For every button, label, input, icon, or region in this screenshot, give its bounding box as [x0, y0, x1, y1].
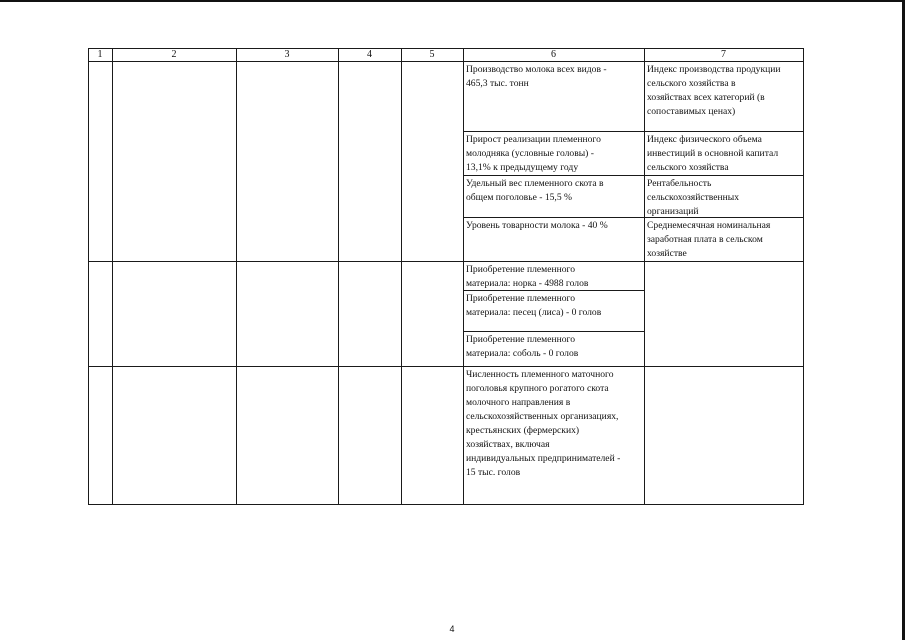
cell-indicator: Удельный вес племенного скота в общем поголовье - 15,5 % — [466, 178, 604, 203]
row-rule — [464, 217, 804, 218]
cell-indicator: Производство молока всех видов - 465,3 тыс. тонн — [466, 64, 607, 89]
row-rule — [464, 331, 645, 332]
col-rule — [401, 48, 402, 505]
cell-indicator: Прирост реализации племенного молодняка (условные головы) - 13,1% к предыдущему году — [466, 134, 601, 173]
col-rule — [338, 48, 339, 505]
cell-indicator: Приобретение племенного материала: соболь - 0 голов — [466, 334, 579, 359]
cell-indicator: Уровень товарности молока - 40 % — [466, 220, 608, 231]
cell-indicator: Приобретение племенного материала: песец (лиса) - 0 голов — [466, 293, 602, 318]
group-rule — [88, 261, 804, 262]
column-header-3: 3 — [284, 49, 290, 60]
header-bottom-rule — [88, 61, 804, 62]
col-rule — [88, 48, 89, 505]
column-header-7: 7 — [721, 49, 726, 60]
page-top-edge — [0, 0, 905, 2]
col-rule — [236, 48, 237, 505]
cell-index: Индекс физического объема инвестиций в основной капитал сельского хозяйства — [647, 134, 779, 173]
row-rule — [464, 131, 804, 132]
column-header-6: 6 — [551, 49, 556, 60]
cell-index: Рентабельность сельскохозяйственных организаций — [647, 178, 740, 217]
col-rule — [112, 48, 113, 505]
cell-index: Среднемесячная номинальная заработная плата в сельском хозяйстве — [647, 220, 771, 259]
group-rule — [88, 366, 804, 367]
cell-index: Индекс производства продукции сельского хозяйства в хозяйствах всех категорий (в сопоставимых ценах) — [647, 64, 781, 117]
column-header-2: 2 — [171, 49, 177, 60]
page-number: 4 — [449, 624, 455, 634]
column-header-1: 1 — [97, 49, 103, 60]
cell-indicator: Приобретение племенного материала: норка - 4988 голов — [466, 264, 589, 289]
cell-indicator: Численность племенного маточного поголовья крупного рогатого скота молочного направления в сельскохозяйственных организациях, крестьянских (фермерских) хозяйствах, включая индивидуальных предпринимателей - 15 тыс. голов — [466, 369, 621, 478]
column-header-4: 4 — [367, 49, 372, 60]
column-header-5: 5 — [429, 49, 435, 60]
table-bottom-rule — [88, 504, 804, 505]
row-rule — [464, 175, 804, 176]
